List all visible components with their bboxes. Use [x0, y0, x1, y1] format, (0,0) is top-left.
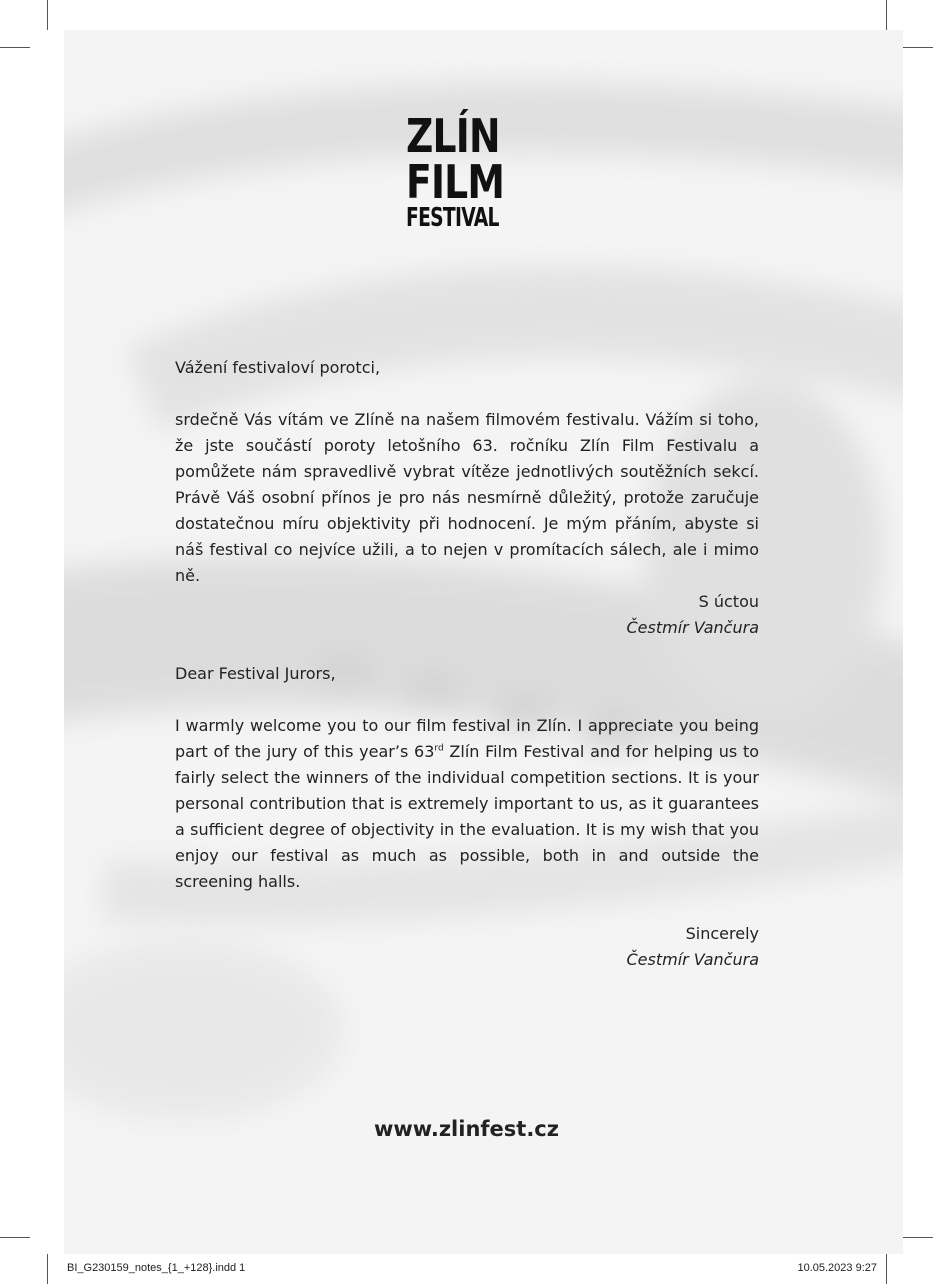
- english-closing: Sincerely: [685, 924, 759, 943]
- footer-filename: BI_G230159_notes_{1_+128}.indd 1: [67, 1262, 246, 1274]
- crop-mark: [903, 47, 933, 48]
- crop-mark: [47, 1254, 48, 1284]
- english-body-part2: Zlín Film Festival and for helping us to fairly select the winners of the individual competition sections. It is your personal contribution that is extremely important to us, as it guarantees a sufficient degree of objectivity in the evaluation. It is my wish that you enjoy our festival as much as possible, both in and outside the screening halls.: [175, 742, 760, 891]
- crop-mark: [47, 0, 48, 30]
- website-link[interactable]: www.zlinfest.cz: [374, 1117, 559, 1141]
- czech-greeting: Vážení festivaloví porotci,: [175, 358, 381, 377]
- czech-closing: S úctou: [698, 592, 759, 611]
- footer-datetime: 10.05.2023 9:27: [797, 1262, 877, 1274]
- czech-body: srdečně Vás vítám ve Zlíně na našem filmovém festivalu. Vážím si toho, že jste součástí poroty letošního 63. ročníku Zlín Film Festivalu a pomůžete nám spravedlivě vybrat vítěze jednotlivých soutěžních sekcí. Právě Váš osobní přínos je pro nás nesmírně důležitý, protože zaručuje dostatečnou míru objektivity při hodnocení. Je mým přáním, abyste si náš festival co nejvíce užili, a to nejen v promítacích sálech, ale i mimo ně.: [175, 410, 759, 585]
- czech-signature: Čestmír Vančura: [626, 618, 759, 637]
- crop-mark: [886, 0, 887, 30]
- festival-logo: [406, 109, 526, 233]
- english-greeting: Dear Festival Jurors,: [175, 664, 336, 683]
- english-body: [175, 713, 759, 895]
- logo-line-1: ZLÍN: [406, 109, 500, 163]
- english-signature: Čestmír Vančura: [626, 950, 759, 969]
- ordinal-suffix: rd: [434, 743, 444, 754]
- english-body-part1: I warmly welcome you to our film festival in Zlín. I appreciate you being part of the jury of this year’s 63: [175, 716, 759, 761]
- crop-mark: [903, 1237, 933, 1238]
- logo-line-3: FESTIVAL: [406, 203, 499, 233]
- crop-mark: [0, 1237, 30, 1238]
- logo-line-2: FILM: [406, 155, 505, 209]
- crop-mark: [886, 1254, 887, 1284]
- crop-mark: [0, 47, 30, 48]
